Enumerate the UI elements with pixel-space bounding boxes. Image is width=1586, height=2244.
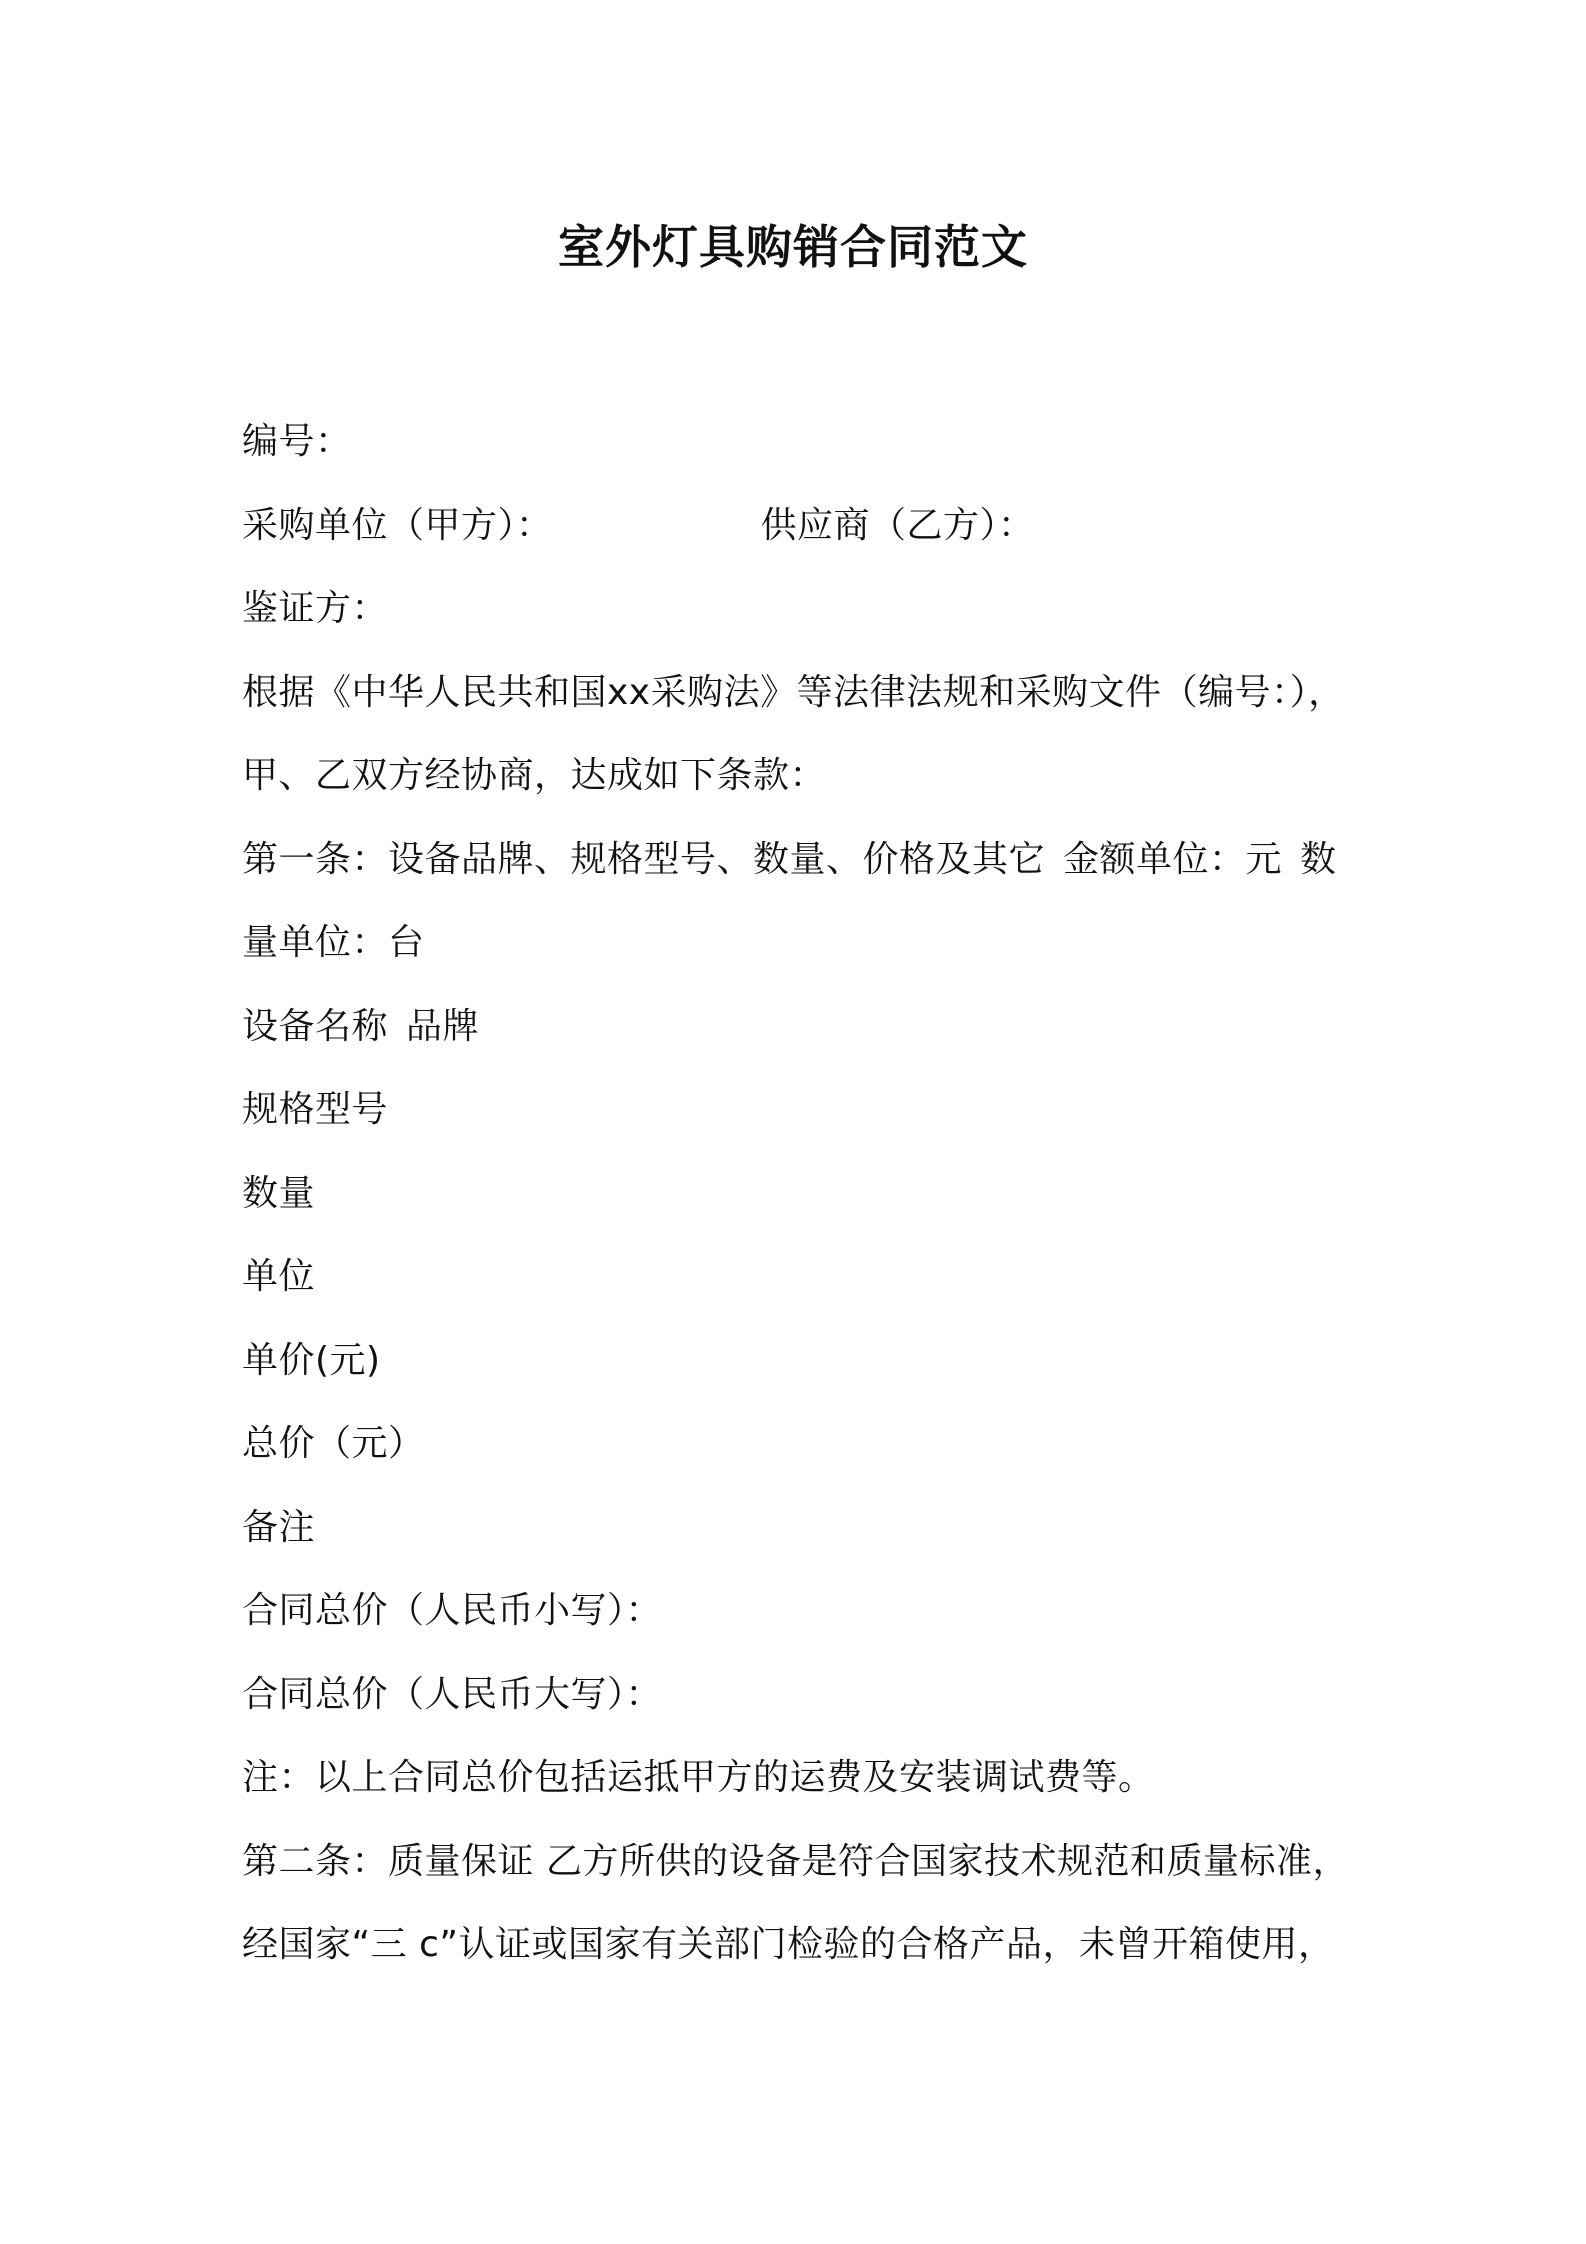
buyer-label: 采购单位（甲方）：: [242, 504, 553, 546]
amount-unit: 金额单位：元: [1063, 838, 1283, 880]
article2-line-2: 经国家“三 c”认证或国家有关部门检验的合格产品，未曾开箱使用，: [242, 1924, 1335, 1965]
equipment-name-label: 设备名称: [242, 1005, 389, 1047]
document-body: [242, 400, 1382, 1987]
unit-label: 单位: [242, 1256, 316, 1297]
article1-heading: 第一条：设备品牌、规格型号、数量、价格及其它: [242, 838, 1046, 880]
parties-line: [242, 484, 1382, 568]
remarks-label: 备注: [242, 1506, 316, 1548]
note-line: 注：以上合同总价包括运抵甲方的运费及安装调试费等。: [242, 1757, 1155, 1798]
total-price-label: 总价（元）: [242, 1423, 425, 1464]
quantity-unit-start: 数: [1300, 838, 1337, 880]
witness-line: 鉴证方：: [242, 588, 389, 629]
quantity-unit-line: 量单位：台: [242, 922, 425, 963]
contract-total-small-line: 合同总价（人民币小写）：: [242, 1590, 663, 1631]
supplier-label: 供应商（乙方）：: [760, 504, 1035, 546]
document-title: 室外灯具购销合同范文: [558, 220, 1028, 274]
contract-total-capital-line: 合同总价（人民币大写）：: [242, 1673, 663, 1715]
contract-number-line: 编号：: [242, 421, 352, 462]
model-label: 规格型号: [242, 1089, 389, 1130]
unit-price-label: 单价(元): [242, 1339, 381, 1381]
basis-line-1: 根据《中华人民共和国xx采购法》等法律法规和采购文件（编号：），: [242, 671, 1345, 713]
equipment-brand-line: [242, 985, 1382, 1069]
basis-line-2: 甲、乙双方经协商，达成如下条款：: [242, 755, 827, 796]
article1-line: [242, 818, 1382, 902]
brand-label: 品牌: [406, 1005, 480, 1047]
quantity-label: 数量: [242, 1172, 316, 1214]
article2-line-1: 第二条：质量保证 乙方所供的设备是符合国家技术规范和质量标准，: [242, 1840, 1349, 1882]
